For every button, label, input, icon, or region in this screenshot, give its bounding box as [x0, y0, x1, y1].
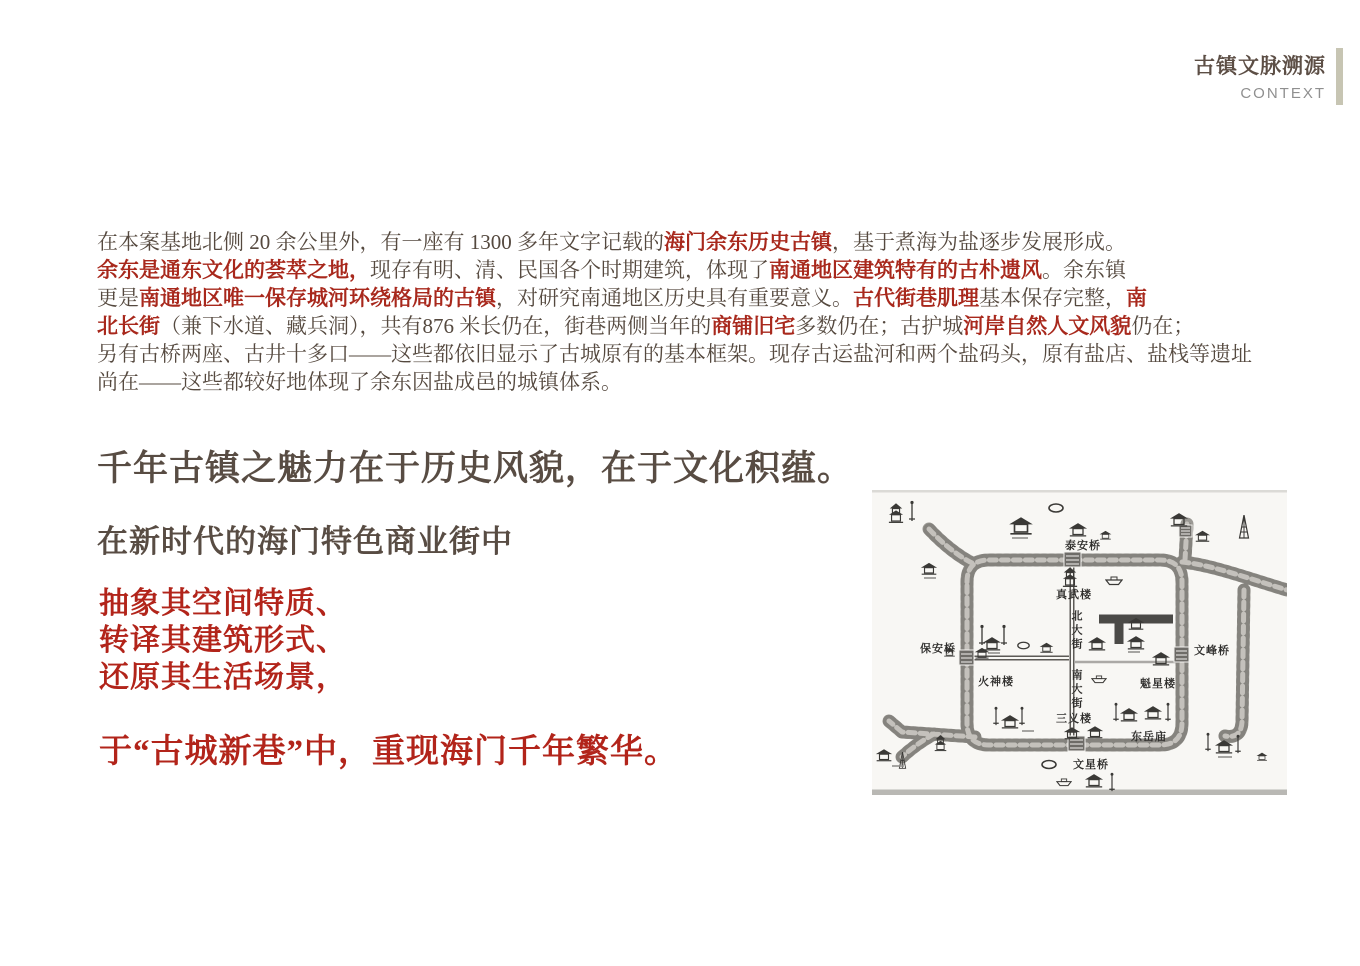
- red-statement-3: 还原其生活场景，: [99, 661, 347, 694]
- map-label-huoshen-tower: 火神楼: [978, 676, 1014, 688]
- intro-text-highlight: 河岸自然人文风貌: [963, 314, 1132, 338]
- intro-line: [97, 256, 1317, 284]
- map-label-taian-bridge: 泰安桥: [1065, 540, 1101, 552]
- map-label-baoan-bridge: 保安桥: [920, 643, 956, 655]
- historic-town-map: [872, 490, 1287, 795]
- baoan-bridge-icon: [959, 650, 974, 665]
- red-statement-2: 转译其建筑形式、: [99, 624, 347, 657]
- page-title: 古镇文脉溯源: [1194, 55, 1326, 78]
- intro-text: 尚在——这些都较好地体现了余东因盐成邑的城镇体系。: [97, 370, 622, 394]
- taian-bridge-icon: [1064, 552, 1081, 567]
- intro-text-highlight: 余东是通东文化的荟萃之地，: [97, 258, 370, 282]
- intro-text: （兼下水道、藏兵洞），共有876 米长仍在，街巷两侧当年的: [160, 314, 712, 338]
- intro-text: 基本保存完整，: [979, 286, 1126, 310]
- intro-paragraph: [97, 228, 1317, 396]
- map-label-south-street: 南大街: [1070, 669, 1082, 711]
- statement-line-1: 千年古镇之魅力在于历史风貌，在于文化积蕴。: [97, 449, 854, 488]
- intro-text: ，基于煮海为盐逐步发展形成。: [832, 230, 1126, 254]
- intro-line: [97, 284, 1317, 312]
- intro-text: 多数仍在；古护城: [795, 314, 964, 338]
- intro-text-highlight: 北长街: [97, 314, 160, 338]
- map-label-kuixing-tower: 魁星楼: [1140, 678, 1176, 690]
- map-label-zhenwu-tower: 真武楼: [1056, 589, 1092, 601]
- intro-text: ，对研究南通地区历史具有重要意义。: [496, 286, 853, 310]
- intro-text: 另有古桥两座、古井十多口——这些都依旧显示了古城原有的基本框架。现存古运盐河和两个盐码头，原有盐店、盐栈等遗址: [97, 342, 1252, 366]
- map-label-dongyue-temple: 东岳庙: [1131, 731, 1167, 743]
- map-label-sanyi-tower: 三义楼: [1056, 713, 1092, 725]
- slide-header: [1194, 50, 1326, 102]
- map-scan-edge-bottom: [872, 790, 1287, 796]
- intro-line: [97, 312, 1317, 340]
- statement-line-2: 在新时代的海门特色商业街中: [97, 524, 513, 559]
- intro-text-highlight: 商铺旧宅: [711, 314, 796, 338]
- map-scan-edge-top: [872, 490, 1287, 493]
- wenfeng-bridge-icon: [1174, 647, 1189, 662]
- intro-text: 更是: [97, 286, 139, 310]
- intro-line: [97, 340, 1317, 368]
- header-accent-bar: [1336, 48, 1343, 105]
- intro-line: [97, 368, 1317, 396]
- intro-text-highlight: 古代街巷肌理: [853, 286, 979, 310]
- intro-text: 。余东镇: [1042, 258, 1126, 282]
- intro-text-highlight: 南通地区建筑特有的古朴遗风: [769, 258, 1042, 282]
- intro-text: 现存有明、清、民国各个时期建筑，体现了: [370, 258, 769, 282]
- closing-statement: 于“古城新巷”中，重现海门千年繁华。: [99, 734, 678, 770]
- intro-text-highlight: 南通地区唯一保存城河环绕格局的古镇: [139, 286, 496, 310]
- intro-line: [97, 228, 1317, 256]
- map-label-north-street: 北大街: [1070, 610, 1082, 652]
- red-statement-1: 抽象其空间特质、: [99, 587, 347, 620]
- intro-text-highlight: 南: [1126, 286, 1147, 310]
- intro-text-highlight: 海门余东历史古镇: [664, 230, 832, 254]
- map-label-wenxing-bridge: 文星桥: [1073, 759, 1109, 771]
- intro-text: 仍在；: [1131, 314, 1195, 338]
- north-stub-bridge-icon: [1179, 525, 1192, 537]
- red-statements: [99, 585, 347, 696]
- intro-text: 在本案基地北侧 20 余公里外，有一座有 1300 多年文字记载的: [97, 230, 664, 254]
- page-subtitle: CONTEXT: [1240, 85, 1326, 102]
- map-label-wenfeng-bridge: 文峰桥: [1194, 645, 1230, 657]
